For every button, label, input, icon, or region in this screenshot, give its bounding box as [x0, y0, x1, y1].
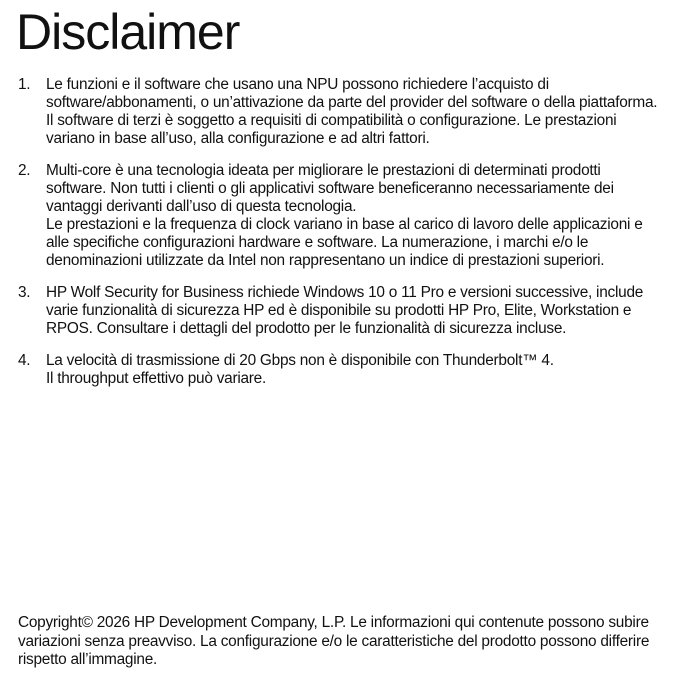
item-text: Le funzioni e il software che usano una NPU possono richiedere l’acquisto di software/abbonamenti, o un’attivazione da parte del provider del software o della piattaforma. Il software di terzi è soggetto a requisiti di compatibilità o configurazione. Le prestazioni variano in base all’uso, alla configurazione e ad altri fattori. — [46, 76, 658, 147]
item-text: HP Wolf Security for Business richiede Windows 10 o 11 Pro e versioni successive, include varie funzionalità di sicurezza HP ed è disponibile su prodotti HP Pro, Elite, Workstation e RPOS. Consultare i dettagli del prodotto per le funzionalità di sicurezza incluse. — [46, 284, 644, 337]
disclaimer-list — [18, 76, 658, 402]
item-text: Multi-core è una tecnologia ideata per migliorare le prestazioni di determinati prodotti software. Non tutti i clienti o gli applicativi software beneficeranno necessariamente dei vantaggi derivanti dall’uso di questa tecnologia. — [46, 162, 614, 215]
item-number: 2. — [18, 162, 31, 179]
item-number: 1. — [18, 76, 31, 93]
disclaimer-item-3 — [18, 284, 658, 338]
disclaimer-item-1 — [18, 76, 658, 148]
disclaimer-item-4 — [18, 352, 658, 388]
item-number: 3. — [18, 284, 31, 301]
disclaimer-item-2 — [18, 162, 658, 270]
item-number: 4. — [18, 352, 31, 369]
item-text: Il throughput effettivo può variare. — [46, 370, 267, 387]
item-text: Le prestazioni e la frequenza di clock variano in base al carico di lavoro delle applicazioni e alle specifiche configurazioni hardware e software. La numerazione, i marchi e/o le denominazioni utilizzate da Intel non rappresentano un indice di prestazioni superiori. — [46, 216, 643, 269]
item-text: La velocità di trasmissione di 20 Gbps non è disponibile con Thunderbolt™ 4. — [46, 352, 554, 369]
page-title: Disclaimer — [16, 4, 240, 60]
copyright-notice: Copyright© 2026 HP Development Company, L.P. Le informazioni qui contenute possono subire variazioni senza preavviso. La configurazione e/o le caratteristiche del prodotto possono differire rispetto all’immagine. — [18, 614, 650, 668]
